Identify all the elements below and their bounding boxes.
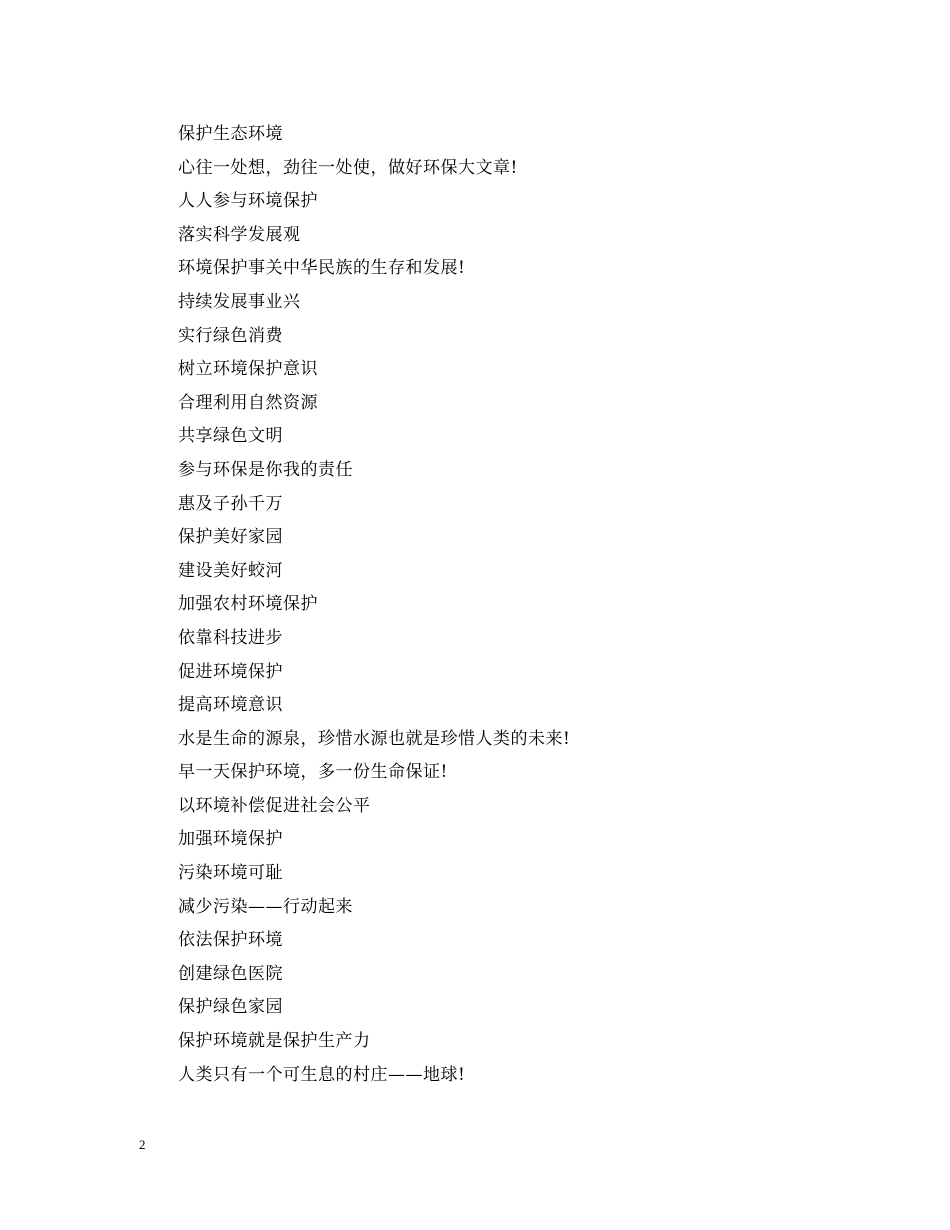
slogan-line: 心往一处想，劲往一处使，做好环保大文章! [178, 157, 518, 178]
slogan-line: 创建绿色医院 [178, 963, 283, 984]
slogan-line: 人类只有一个可生息的村庄——地球! [178, 1064, 466, 1085]
slogan-line: 减少污染——行动起来 [178, 896, 353, 917]
slogan-line: 保护美好家园 [178, 527, 283, 548]
page-number: 2 [139, 1137, 146, 1152]
slogan-line: 提高环境意识 [178, 695, 283, 716]
slogan-line: 早一天保护环境，多一份生命保证! [178, 762, 448, 783]
slogan-line: 以环境补偿促进社会公平 [178, 795, 371, 816]
slogan-line: 持续发展事业兴 [178, 291, 301, 312]
slogan-line: 实行绿色消费 [178, 325, 283, 346]
slogan-line: 保护生态环境 [178, 124, 283, 144]
slogan-line: 参与环保是你我的责任 [178, 459, 353, 480]
slogan-line: 树立环境保护意识 [178, 359, 318, 380]
slogan-line: 水是生命的源泉，珍惜水源也就是珍惜人类的未来! [178, 728, 571, 749]
slogan-line: 人人参与环境保护 [178, 191, 318, 212]
slogan-line: 环境保护事关中华民族的生存和发展! [178, 258, 466, 279]
slogan-line: 保护绿色家园 [178, 997, 283, 1018]
slogan-line: 依靠科技进步 [178, 627, 283, 648]
slogan-line: 惠及子孙千万 [178, 493, 283, 514]
slogan-line: 保护环境就是保护生产力 [178, 1031, 371, 1052]
slogan-line: 促进环境保护 [178, 661, 283, 682]
slogan-line: 合理利用自然资源 [178, 392, 318, 413]
slogan-line: 建设美好蛟河 [178, 560, 283, 581]
slogan-line: 共享绿色文明 [178, 426, 283, 447]
slogan-line: 依法保护环境 [178, 930, 283, 951]
slogan-line: 污染环境可耻 [178, 863, 283, 884]
slogan-line: 加强环境保护 [178, 829, 283, 850]
slogan-list [178, 118, 818, 1092]
slogan-line: 加强农村环境保护 [178, 594, 318, 615]
slogan-line: 落实科学发展观 [178, 224, 301, 245]
